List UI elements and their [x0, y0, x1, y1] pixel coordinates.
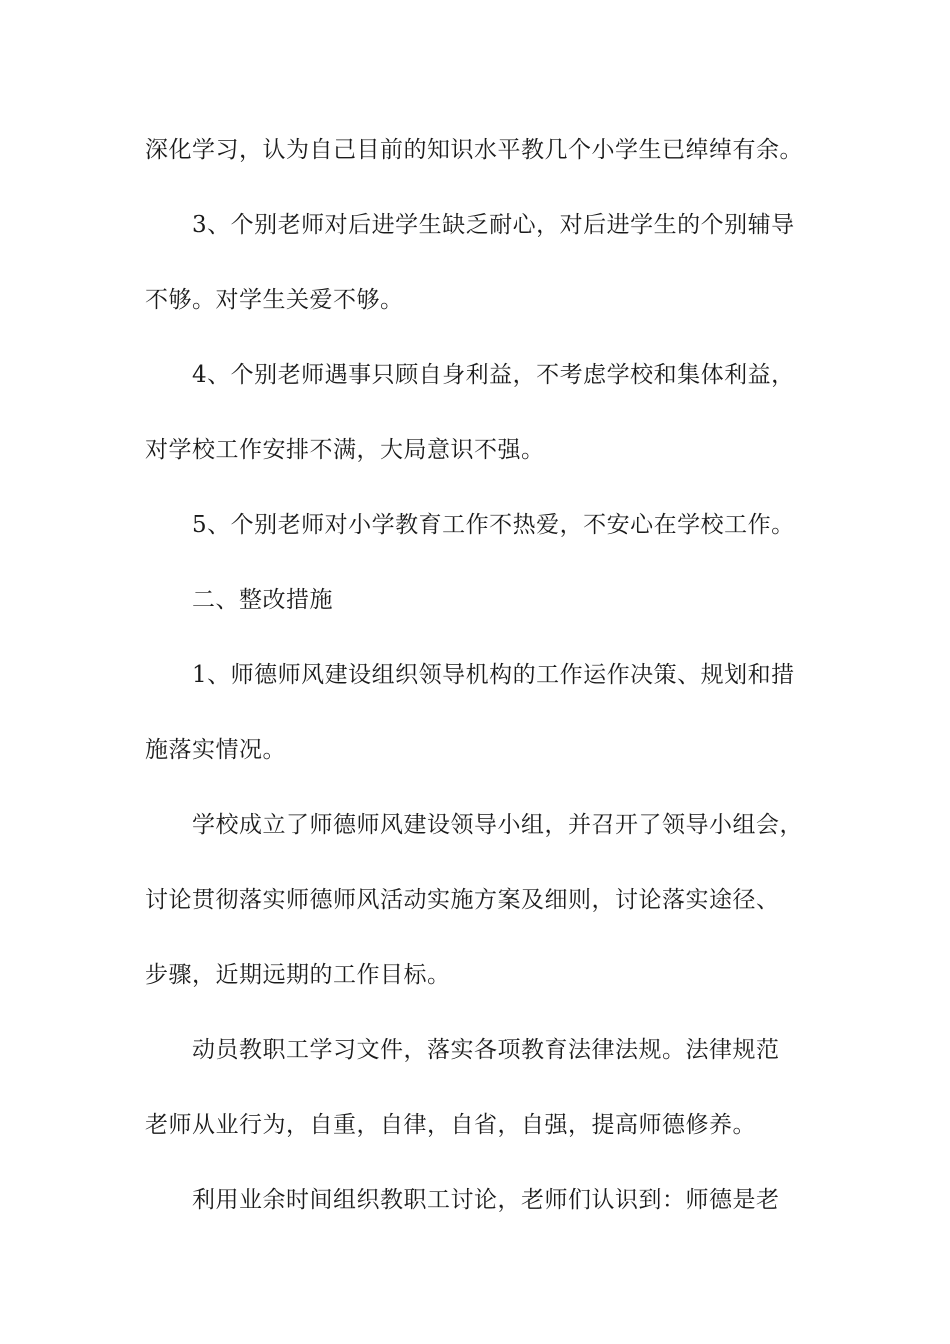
text-line-3: 不够。对学生关爱不够。	[145, 287, 404, 313]
text-line-2: 3、个别老师对后进学生缺乏耐心，对后进学生的个别辅导	[192, 212, 795, 238]
text-line-13: 动员教职工学习文件，落实各项教育法律法规。法律规范	[192, 1037, 780, 1063]
text-line-6: 5、个别老师对小学教育工作不热爱，不安心在学校工作。	[192, 512, 795, 538]
text-line-15: 利用业余时间组织教职工讨论，老师们认识到：师德是老	[192, 1187, 780, 1213]
text-line-4: 4、个别老师遇事只顾自身利益，不考虑学校和集体利益，	[192, 362, 795, 388]
text-line-1: 深化学习，认为自己目前的知识水平教几个小学生已绰绰有余。	[145, 137, 803, 163]
text-line-9: 施落实情况。	[145, 737, 286, 763]
text-line-8: 1、师德师风建设组织领导机构的工作运作决策、规划和措	[192, 662, 795, 688]
text-line-14: 老师从业行为，自重，自律，自省，自强，提高师德修养。	[145, 1112, 756, 1138]
section-heading: 二、整改措施	[192, 587, 333, 613]
text-line-11: 讨论贯彻落实师德师风活动实施方案及细则，讨论落实途径、	[145, 887, 780, 913]
text-line-10: 学校成立了师德师风建设领导小组，并召开了领导小组会，	[192, 812, 803, 838]
text-line-12: 步骤，近期远期的工作目标。	[145, 962, 451, 988]
text-line-5: 对学校工作安排不满，大局意识不强。	[145, 437, 545, 463]
